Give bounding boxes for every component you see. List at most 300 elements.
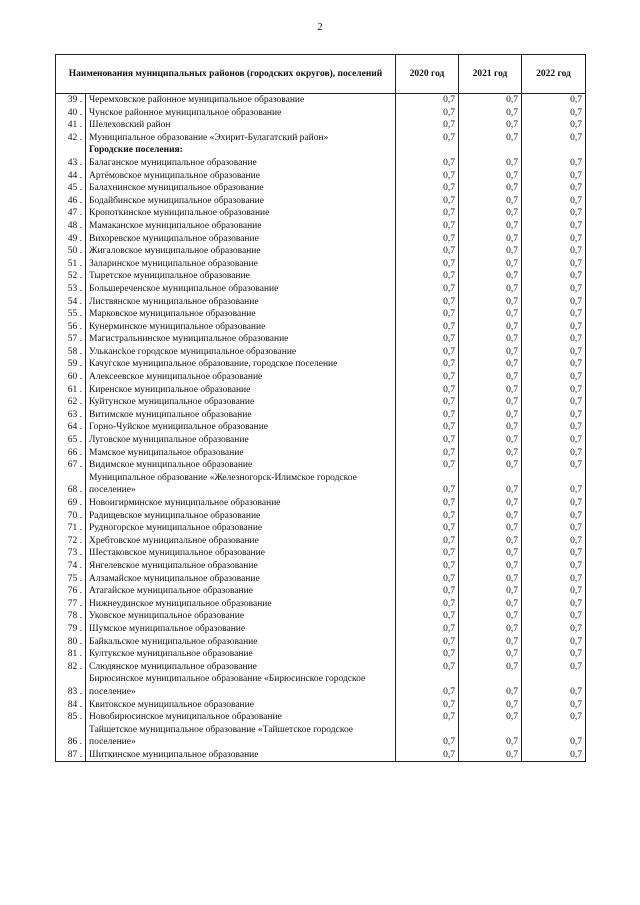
value-2022: 0,7 <box>522 648 586 661</box>
value-2022: 0,7 <box>522 258 586 271</box>
value-2021: 0,7 <box>459 396 522 409</box>
value-2020: 0,7 <box>396 522 459 535</box>
value-2022: 0,7 <box>522 296 586 309</box>
table-row <box>56 321 586 334</box>
table-row <box>56 598 586 611</box>
value-2021: 0,7 <box>459 283 522 296</box>
municipality-name: Шестаковское муниципальное образование <box>86 547 396 560</box>
table-row <box>56 195 586 208</box>
row-number: 56 . <box>56 321 86 334</box>
value-2021: 0,7 <box>459 358 522 371</box>
table-row <box>56 157 586 170</box>
municipality-name: Мамаканское муниципальное образование <box>86 220 396 233</box>
row-number: 68 . <box>56 472 86 497</box>
municipality-name: Рудногорское муниципальное образование <box>86 522 396 535</box>
row-number: 76 . <box>56 585 86 598</box>
value-2022: 0,7 <box>522 94 586 107</box>
value-2020: 0,7 <box>396 661 459 674</box>
table-row <box>56 447 586 460</box>
municipality-name: Муниципальное образование «Железногорск-Илимское городское поселение» <box>86 472 396 497</box>
row-number: 84 . <box>56 699 86 712</box>
row-number: 86 . <box>56 724 86 749</box>
row-number: 43 . <box>56 157 86 170</box>
value-2022: 0,7 <box>522 623 586 636</box>
value-2021: 0,7 <box>459 724 522 749</box>
municipality-name: Радищевское муниципальное образование <box>86 510 396 523</box>
table-row <box>56 535 586 548</box>
value-2022: 0,7 <box>522 107 586 120</box>
value-2020: 0,7 <box>396 119 459 132</box>
value-2021: 0,7 <box>459 170 522 183</box>
header-year-2021: 2021 год <box>459 55 522 94</box>
table-row <box>56 522 586 535</box>
table-row <box>56 132 586 145</box>
municipality-name: Куйтунское муниципальное образование <box>86 396 396 409</box>
value-2021: 0,7 <box>459 648 522 661</box>
row-number: 67 . <box>56 459 86 472</box>
value-2021: 0,7 <box>459 157 522 170</box>
table-row <box>56 258 586 271</box>
row-number: 79 . <box>56 623 86 636</box>
value-2021 <box>459 144 522 157</box>
table-row <box>56 308 586 321</box>
value-2022: 0,7 <box>522 308 586 321</box>
header-year-2020: 2020 год <box>396 55 459 94</box>
value-2020: 0,7 <box>396 585 459 598</box>
value-2021: 0,7 <box>459 195 522 208</box>
value-2020: 0,7 <box>396 724 459 749</box>
value-2022: 0,7 <box>522 447 586 460</box>
value-2022: 0,7 <box>522 510 586 523</box>
value-2021: 0,7 <box>459 598 522 611</box>
municipality-name: Чунское районное муниципальное образование <box>86 107 396 120</box>
table-row <box>56 245 586 258</box>
value-2020 <box>396 144 459 157</box>
row-number: 60 . <box>56 371 86 384</box>
header-name-column: Наименования муниципальных районов (городских округов), поселений <box>56 55 396 94</box>
municipality-name: Уковское муниципальное образование <box>86 610 396 623</box>
table-row <box>56 421 586 434</box>
value-2020: 0,7 <box>396 434 459 447</box>
value-2022: 0,7 <box>522 434 586 447</box>
municipality-name: Заларинское муниципальное образование <box>86 258 396 271</box>
value-2020: 0,7 <box>396 346 459 359</box>
row-number: 61 . <box>56 384 86 397</box>
row-number: 80 . <box>56 636 86 649</box>
value-2020: 0,7 <box>396 699 459 712</box>
municipality-name: Нижнеудинское муниципальное образование <box>86 598 396 611</box>
row-number: 46 . <box>56 195 86 208</box>
value-2021: 0,7 <box>459 258 522 271</box>
value-2020: 0,7 <box>396 497 459 510</box>
row-number: 58 . <box>56 346 86 359</box>
row-number: 41 . <box>56 119 86 132</box>
row-number: 73 . <box>56 547 86 560</box>
value-2022: 0,7 <box>522 547 586 560</box>
value-2021: 0,7 <box>459 447 522 460</box>
value-2021: 0,7 <box>459 623 522 636</box>
table-body <box>56 94 586 762</box>
municipality-name: Янгелевское муниципальное образование <box>86 560 396 573</box>
value-2022: 0,7 <box>522 421 586 434</box>
row-number: 64 . <box>56 421 86 434</box>
value-2021: 0,7 <box>459 270 522 283</box>
value-2021: 0,7 <box>459 434 522 447</box>
value-2021: 0,7 <box>459 749 522 762</box>
value-2022: 0,7 <box>522 459 586 472</box>
page-number: 2 <box>317 21 323 33</box>
value-2022: 0,7 <box>522 132 586 145</box>
value-2020: 0,7 <box>396 610 459 623</box>
row-number: 83 . <box>56 673 86 698</box>
municipality-name: Новоигирминское муниципальное образование <box>86 497 396 510</box>
value-2020: 0,7 <box>396 371 459 384</box>
municipality-name: Байкальское муниципальное образование <box>86 636 396 649</box>
value-2020: 0,7 <box>396 358 459 371</box>
value-2021: 0,7 <box>459 245 522 258</box>
value-2020: 0,7 <box>396 157 459 170</box>
row-number: 54 . <box>56 296 86 309</box>
value-2022: 0,7 <box>522 409 586 422</box>
row-number: 70 . <box>56 510 86 523</box>
value-2022: 0,7 <box>522 157 586 170</box>
row-number: 71 . <box>56 522 86 535</box>
value-2020: 0,7 <box>396 107 459 120</box>
municipality-name: Алексеевское муниципальное образование <box>86 371 396 384</box>
value-2020: 0,7 <box>396 220 459 233</box>
table-row <box>56 94 586 107</box>
table-row <box>56 459 586 472</box>
value-2021: 0,7 <box>459 233 522 246</box>
table-row <box>56 636 586 649</box>
value-2021: 0,7 <box>459 182 522 195</box>
value-2020: 0,7 <box>396 233 459 246</box>
value-2020: 0,7 <box>396 749 459 762</box>
value-2020: 0,7 <box>396 711 459 724</box>
value-2020: 0,7 <box>396 472 459 497</box>
value-2020: 0,7 <box>396 623 459 636</box>
value-2022: 0,7 <box>522 346 586 359</box>
table-row <box>56 510 586 523</box>
value-2021: 0,7 <box>459 560 522 573</box>
value-2021: 0,7 <box>459 535 522 548</box>
value-2021: 0,7 <box>459 510 522 523</box>
municipality-name: Киренское муниципальное образование <box>86 384 396 397</box>
municipality-name: Горно-Чуйское муниципальное образование <box>86 421 396 434</box>
row-number: 74 . <box>56 560 86 573</box>
value-2021: 0,7 <box>459 94 522 107</box>
municipal-coefficients-table <box>55 54 586 762</box>
municipality-name: Хребтовское муниципальное образование <box>86 535 396 548</box>
table-row <box>56 673 586 698</box>
table-row <box>56 283 586 296</box>
row-number: 62 . <box>56 396 86 409</box>
table-row <box>56 358 586 371</box>
value-2020: 0,7 <box>396 296 459 309</box>
municipality-name: Балаганское муниципальное образование <box>86 157 396 170</box>
table-row <box>56 434 586 447</box>
value-2022: 0,7 <box>522 711 586 724</box>
value-2021: 0,7 <box>459 409 522 422</box>
value-2022: 0,7 <box>522 560 586 573</box>
value-2022: 0,7 <box>522 585 586 598</box>
value-2020: 0,7 <box>396 409 459 422</box>
value-2020: 0,7 <box>396 270 459 283</box>
table-row <box>56 585 586 598</box>
value-2020: 0,7 <box>396 308 459 321</box>
value-2020: 0,7 <box>396 132 459 145</box>
value-2020: 0,7 <box>396 195 459 208</box>
value-2022: 0,7 <box>522 220 586 233</box>
value-2022: 0,7 <box>522 371 586 384</box>
municipality-name: Култукское муниципальное образование <box>86 648 396 661</box>
row-number: 40 . <box>56 107 86 120</box>
value-2022: 0,7 <box>522 699 586 712</box>
municipality-name: Новобирюсинское муниципальное образование <box>86 711 396 724</box>
header-year-2022: 2022 год <box>522 55 586 94</box>
table-row <box>56 497 586 510</box>
table-row <box>56 648 586 661</box>
value-2021: 0,7 <box>459 699 522 712</box>
table-row <box>56 371 586 384</box>
value-2021: 0,7 <box>459 321 522 334</box>
row-number: 42 . <box>56 132 86 145</box>
table-row <box>56 182 586 195</box>
row-number: 47 . <box>56 207 86 220</box>
value-2020: 0,7 <box>396 459 459 472</box>
table-row <box>56 699 586 712</box>
value-2022: 0,7 <box>522 321 586 334</box>
row-number: 66 . <box>56 447 86 460</box>
value-2022: 0,7 <box>522 233 586 246</box>
value-2020: 0,7 <box>396 207 459 220</box>
row-number: 59 . <box>56 358 86 371</box>
value-2021: 0,7 <box>459 497 522 510</box>
value-2020: 0,7 <box>396 598 459 611</box>
row-number: 39 . <box>56 94 86 107</box>
value-2021: 0,7 <box>459 636 522 649</box>
table-row <box>56 233 586 246</box>
value-2022: 0,7 <box>522 573 586 586</box>
municipality-name: Марковское муниципальное образование <box>86 308 396 321</box>
municipality-name: Муниципальное образование «Эхирит-Булагатский район» <box>86 132 396 145</box>
municipality-name: Слюдянское муниципальное образование <box>86 661 396 674</box>
municipality-name: Витимское муниципальное образование <box>86 409 396 422</box>
value-2021: 0,7 <box>459 296 522 309</box>
municipality-name: Шиткинское муниципальное образование <box>86 749 396 762</box>
row-number: 78 . <box>56 610 86 623</box>
municipality-name: Тайшетское муниципальное образование «Тайшетское городское поселение» <box>86 724 396 749</box>
municipality-name: Алзамайское муниципальное образование <box>86 573 396 586</box>
municipality-name: Листвянское муниципальное образование <box>86 296 396 309</box>
row-number: 55 . <box>56 308 86 321</box>
value-2022: 0,7 <box>522 119 586 132</box>
row-number: 77 . <box>56 598 86 611</box>
table-group-row <box>56 144 586 157</box>
table-row <box>56 207 586 220</box>
table-row <box>56 573 586 586</box>
value-2020: 0,7 <box>396 182 459 195</box>
value-2022: 0,7 <box>522 384 586 397</box>
value-2020: 0,7 <box>396 396 459 409</box>
value-2021: 0,7 <box>459 421 522 434</box>
table-row <box>56 749 586 762</box>
value-2021: 0,7 <box>459 610 522 623</box>
value-2020: 0,7 <box>396 245 459 258</box>
value-2020: 0,7 <box>396 573 459 586</box>
value-2022: 0,7 <box>522 497 586 510</box>
municipality-name: Квитокское муниципальное образование <box>86 699 396 712</box>
table-row <box>56 396 586 409</box>
row-number: 44 . <box>56 170 86 183</box>
value-2021: 0,7 <box>459 522 522 535</box>
municipality-name: Кропоткинское муниципальное образование <box>86 207 396 220</box>
value-2020: 0,7 <box>396 535 459 548</box>
row-number: 52 . <box>56 270 86 283</box>
value-2021: 0,7 <box>459 119 522 132</box>
value-2020: 0,7 <box>396 283 459 296</box>
municipality-name: Тыретское муниципальное образование <box>86 270 396 283</box>
table-row <box>56 661 586 674</box>
value-2020: 0,7 <box>396 321 459 334</box>
municipality-name: Большереченское муниципальное образование <box>86 283 396 296</box>
row-number: 53 . <box>56 283 86 296</box>
row-number: 63 . <box>56 409 86 422</box>
value-2021: 0,7 <box>459 308 522 321</box>
municipality-name: Бодайбинское муниципальное образование <box>86 195 396 208</box>
row-number: 48 . <box>56 220 86 233</box>
value-2020: 0,7 <box>396 547 459 560</box>
row-number: 85 . <box>56 711 86 724</box>
table-row <box>56 170 586 183</box>
value-2020: 0,7 <box>396 421 459 434</box>
value-2021: 0,7 <box>459 547 522 560</box>
value-2021: 0,7 <box>459 573 522 586</box>
value-2020: 0,7 <box>396 560 459 573</box>
municipality-name: Улькансkoe городское муниципальное образование <box>86 346 396 359</box>
value-2022: 0,7 <box>522 598 586 611</box>
value-2022: 0,7 <box>522 472 586 497</box>
row-number: 87 . <box>56 749 86 762</box>
value-2021: 0,7 <box>459 107 522 120</box>
row-number: 50 . <box>56 245 86 258</box>
row-number: 82 . <box>56 661 86 674</box>
table-row <box>56 333 586 346</box>
value-2021: 0,7 <box>459 132 522 145</box>
row-number: 65 . <box>56 434 86 447</box>
value-2022: 0,7 <box>522 396 586 409</box>
value-2022: 0,7 <box>522 535 586 548</box>
municipality-name: Магистральнинское муниципальное образование <box>86 333 396 346</box>
table-row <box>56 119 586 132</box>
municipality-name: Жигаловское муниципальное образование <box>86 245 396 258</box>
value-2021: 0,7 <box>459 384 522 397</box>
municipality-name: Мамское муниципальное образование <box>86 447 396 460</box>
table-row <box>56 346 586 359</box>
value-2022: 0,7 <box>522 207 586 220</box>
municipality-name: Видимское муниципальное образование <box>86 459 396 472</box>
value-2020: 0,7 <box>396 673 459 698</box>
value-2021: 0,7 <box>459 371 522 384</box>
value-2021: 0,7 <box>459 207 522 220</box>
table-row <box>56 384 586 397</box>
table-row <box>56 472 586 497</box>
municipality-name: Шумское муниципальное образование <box>86 623 396 636</box>
row-number: 75 . <box>56 573 86 586</box>
table-row <box>56 270 586 283</box>
value-2022: 0,7 <box>522 749 586 762</box>
value-2020: 0,7 <box>396 636 459 649</box>
table-row <box>56 610 586 623</box>
municipality-name: Шелеховский район <box>86 119 396 132</box>
value-2022: 0,7 <box>522 661 586 674</box>
value-2022: 0,7 <box>522 522 586 535</box>
municipality-name: Черемховское районное муниципальное образование <box>86 94 396 107</box>
row-number <box>56 144 86 157</box>
value-2021: 0,7 <box>459 585 522 598</box>
table-row <box>56 711 586 724</box>
value-2020: 0,7 <box>396 384 459 397</box>
municipality-name: Луговское муниципальное образование <box>86 434 396 447</box>
value-2022: 0,7 <box>522 724 586 749</box>
municipality-name: Балахнинское муниципальное образование <box>86 182 396 195</box>
value-2021: 0,7 <box>459 472 522 497</box>
value-2021: 0,7 <box>459 346 522 359</box>
table-row <box>56 296 586 309</box>
value-2021: 0,7 <box>459 661 522 674</box>
table-row <box>56 560 586 573</box>
value-2022: 0,7 <box>522 610 586 623</box>
municipality-name: Артёмовское муниципальное образование <box>86 170 396 183</box>
value-2022: 0,7 <box>522 283 586 296</box>
value-2021: 0,7 <box>459 711 522 724</box>
table-row <box>56 724 586 749</box>
row-number: 45 . <box>56 182 86 195</box>
value-2021: 0,7 <box>459 459 522 472</box>
value-2020: 0,7 <box>396 94 459 107</box>
value-2022: 0,7 <box>522 245 586 258</box>
value-2020: 0,7 <box>396 170 459 183</box>
table-row <box>56 220 586 233</box>
value-2021: 0,7 <box>459 333 522 346</box>
row-number: 57 . <box>56 333 86 346</box>
municipality-name: Атагайское муниципальное образование <box>86 585 396 598</box>
value-2022: 0,7 <box>522 333 586 346</box>
municipality-name: Бирюсинское муниципальное образование «Бирюсинское городское поселение» <box>86 673 396 698</box>
group-heading: Городские поселения: <box>86 144 396 157</box>
row-number: 69 . <box>56 497 86 510</box>
value-2022: 0,7 <box>522 358 586 371</box>
value-2021: 0,7 <box>459 220 522 233</box>
table-row <box>56 107 586 120</box>
row-number: 72 . <box>56 535 86 548</box>
municipality-name: Вихоревское муниципальное образование <box>86 233 396 246</box>
municipality-name: Качугское муниципальное образование, городское поселение <box>86 358 396 371</box>
table-row <box>56 547 586 560</box>
value-2022 <box>522 144 586 157</box>
value-2022: 0,7 <box>522 270 586 283</box>
table-header-row <box>56 55 586 94</box>
row-number: 51 . <box>56 258 86 271</box>
row-number: 49 . <box>56 233 86 246</box>
table-row <box>56 623 586 636</box>
value-2020: 0,7 <box>396 648 459 661</box>
value-2020: 0,7 <box>396 333 459 346</box>
value-2022: 0,7 <box>522 182 586 195</box>
value-2020: 0,7 <box>396 447 459 460</box>
table-row <box>56 409 586 422</box>
municipality-name: Кунерминское муниципальное образование <box>86 321 396 334</box>
